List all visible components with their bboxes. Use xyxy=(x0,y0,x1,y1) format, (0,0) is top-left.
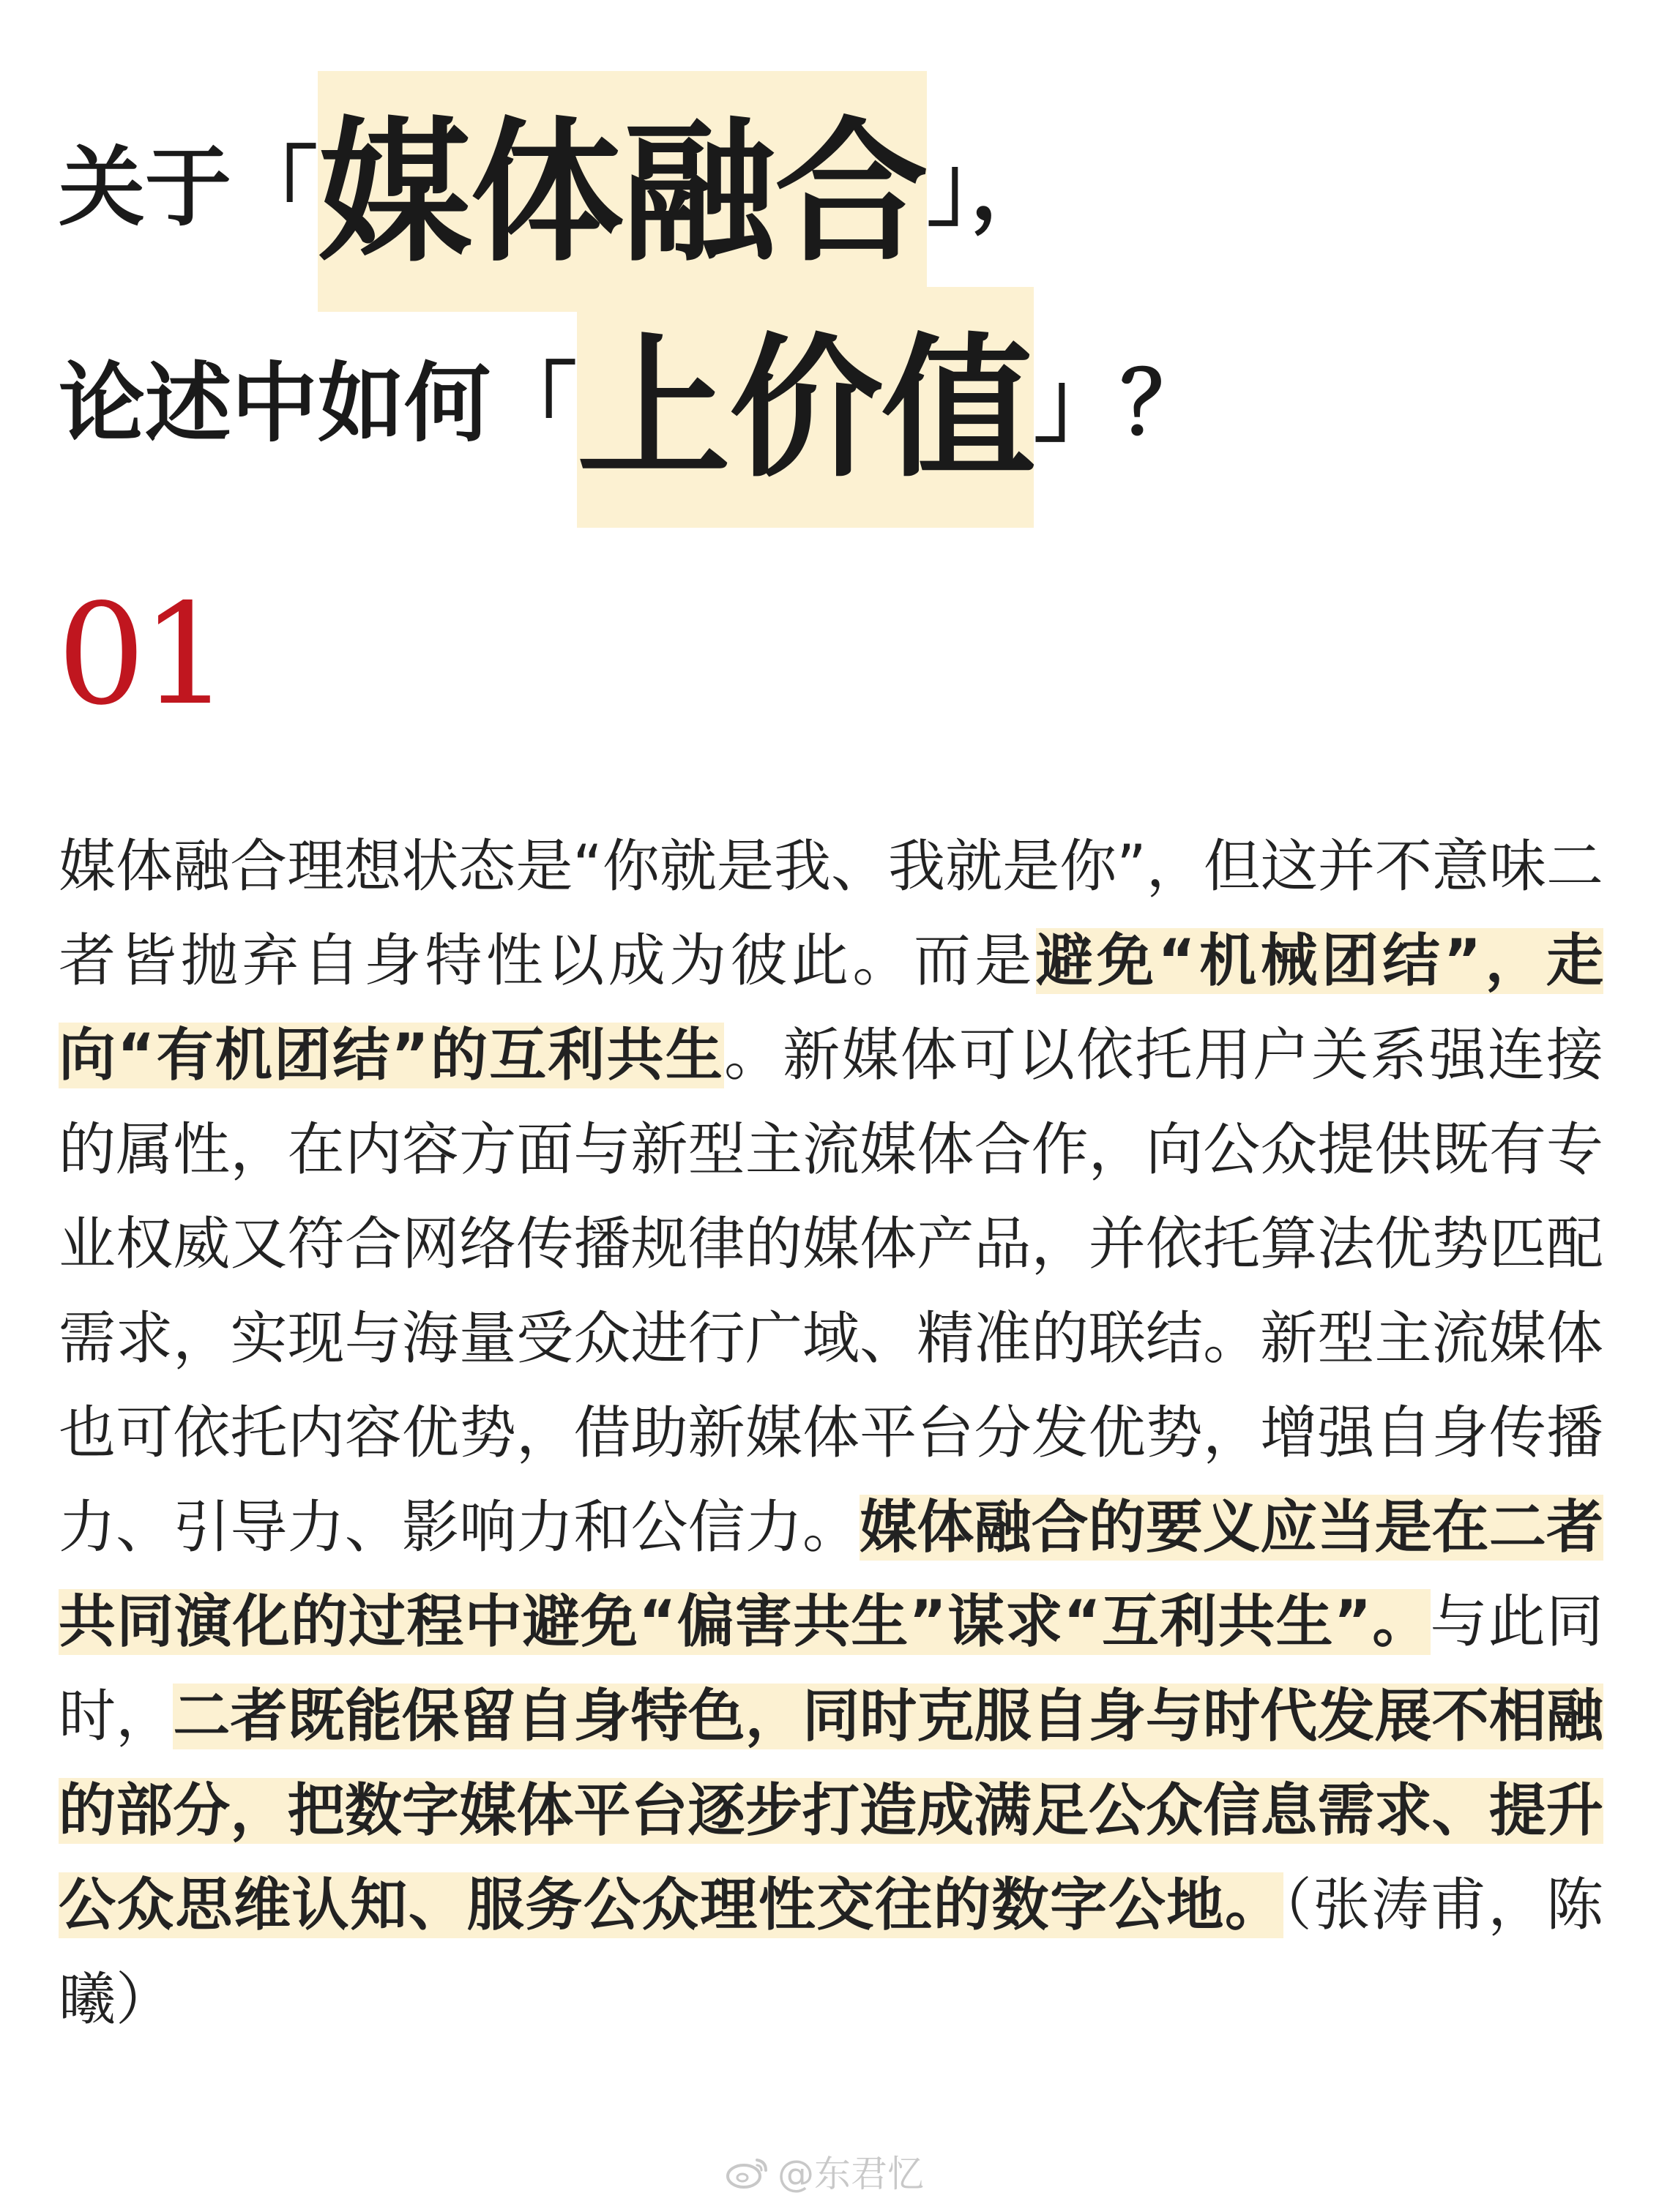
title-suffix-2: 」？ xyxy=(1034,352,1207,454)
title-suffix-1: 」， xyxy=(927,136,1057,238)
title-prefix-1: 关于「 xyxy=(59,136,318,238)
title-highlight-2: 上价值 xyxy=(577,287,1034,528)
highlight-text-3: 二者既能保留自身特色，同时克服自身与时代发展不相融的部分，把数字媒体平台逐步打造成满足公众信息需求、提升公众思维认知、服务公众理性交往的数字公地。 xyxy=(59,1684,1603,1938)
highlight-text-1: 避免“机械团结”，走向“有机团结”的互利共生 xyxy=(59,928,1603,1088)
weibo-icon xyxy=(725,2154,770,2200)
title-highlight-1: 媒体融合 xyxy=(318,71,927,312)
title-line-1 xyxy=(59,70,1056,291)
title-line-2 xyxy=(59,285,1207,507)
body-paragraph xyxy=(59,820,1603,2047)
highlight-text-2: 媒体融合的要义应当是在二者共同演化的过程中避免“偏害共生”谋求“互利共生”。 xyxy=(59,1495,1603,1655)
watermark xyxy=(725,2145,924,2200)
paragraph-text-1: 媒体融合理想状态是“你就是我、我就是你”，但这并不意味二者皆抛弃自身特性以成为彼此。而是 xyxy=(59,834,1603,994)
title-prefix-2: 论述中如何「 xyxy=(59,352,578,454)
paragraph-text-2: 。新媒体可以依托用户关系强连接的属性，在内容方面与新型主流媒体合作，向公众提供既有专业权威又符合网络传播规律的媒体产品，并依托算法优势匹配需求，实现与海量受众进行广域、精准的联结。新型主流媒体也可依托内容优势，借助新媒体平台分发优势，增强自身传播力、引导力、影响力和公信力。 xyxy=(59,1023,1603,1561)
section-number: 01 xyxy=(57,574,225,736)
paragraph-text-3: 与此同时， xyxy=(59,1589,1603,1749)
watermark-text: @东君忆 xyxy=(778,2153,924,2195)
citation-text: （张涛甫，陈曦） xyxy=(59,1872,1603,2033)
